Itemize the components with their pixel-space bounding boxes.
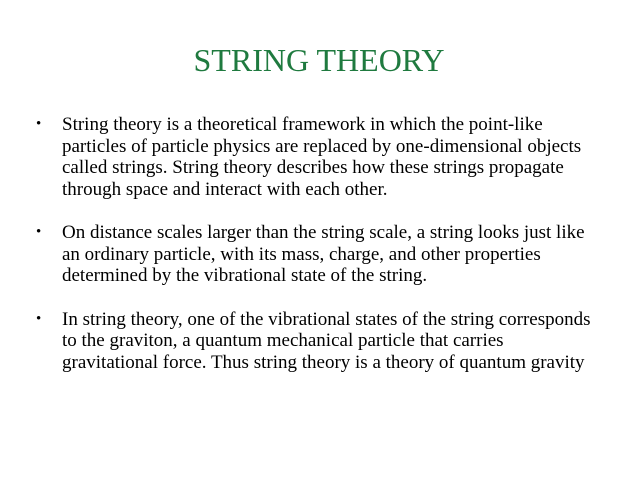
slide-title: STRING THEORY	[193, 42, 445, 78]
bullet-text: String theory is a theoretical framework in which the point-like particles of particle physics are replaced by one-dimensional objects called strings. String theory describes how these strings propagate through space and interact with each other.	[62, 114, 582, 200]
bullet-list	[34, 114, 604, 395]
bullet-item	[34, 222, 604, 287]
bullet-text: On distance scales larger than the string scale, a string looks just like an ordinary particle, with its mass, charge, and other properties determined by the vibrational state of the string.	[62, 222, 585, 286]
bullet-marker: •	[36, 224, 42, 240]
bullet-marker: •	[36, 116, 42, 132]
bullet-marker: •	[36, 310, 42, 327]
bullet-text: In string theory, one of the vibrational states of the string corresponds to the graviton, a quantum mechanical particle that carries gravitational force. Thus string theory is a theory of quantum gravity	[62, 308, 591, 373]
bullet-item	[34, 114, 604, 200]
bullet-item	[34, 309, 604, 374]
